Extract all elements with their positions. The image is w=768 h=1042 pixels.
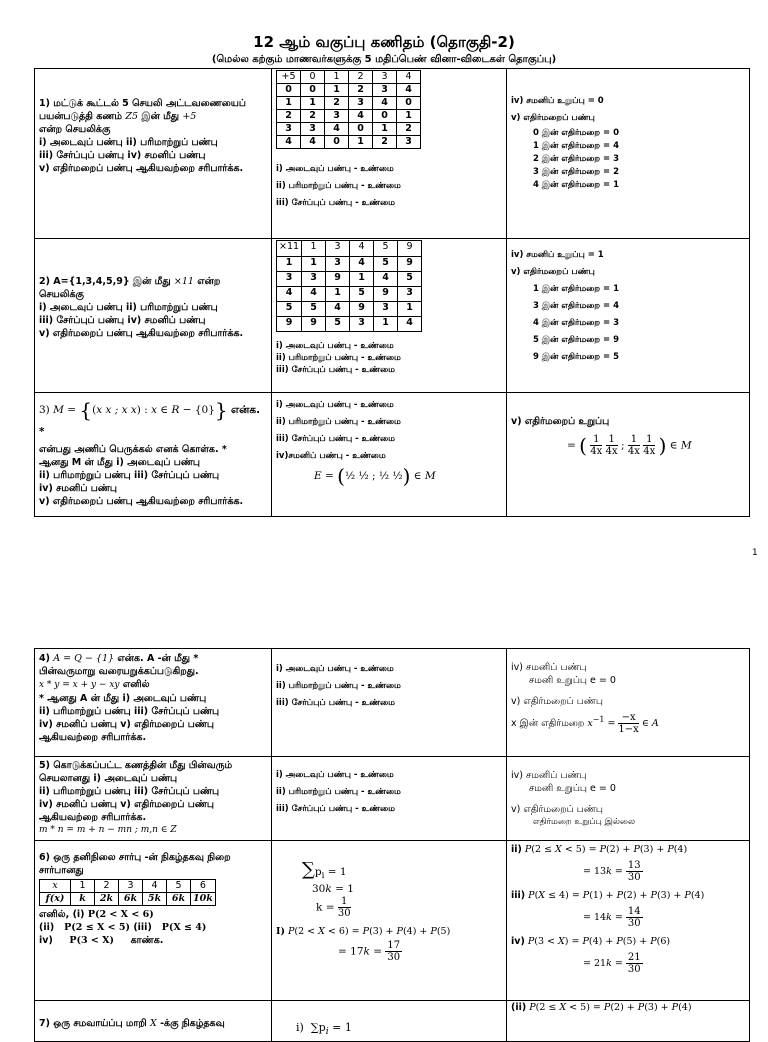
q2-prop-2: ii) பரிமாற்றுப் பண்பு - உண்மை: [276, 353, 401, 363]
q1-text-1: 1) மட்டுக் கூட்டல் 5 செயலி அட்டவணையைப் பயன்படுத்தி கணம்: [39, 98, 246, 122]
q1-answer: [507, 69, 750, 239]
q6-answer: ii) P(2 ≤ X < 5) = P(2) + P(3) + P(4) = 13k = $\frac{13}{30}$ iii) P(X ≤ 4) = P(1) + P(2) + P(3) + P(4) = 14k = $\frac{14}{30}$ iv) P(3 < X) = P(4) + P(5) + P(6) = 21k = $\frac{21}{30}$: [507, 841, 750, 1001]
cell: 5: [350, 287, 374, 302]
cell: 3: [119, 880, 143, 893]
cell: 4: [397, 71, 421, 84]
q3-prop-2: ii) பரிமாற்றுப் பண்பு - உண்மை: [276, 417, 401, 427]
cell: 1: [302, 241, 326, 257]
cell: 3: [398, 287, 422, 302]
cell: 6k: [119, 893, 143, 906]
q4-text-4: * ஆனது A ன் மீது i) அடைவுப் பண்பு: [39, 693, 207, 704]
cell: 3: [374, 302, 398, 317]
cell: 3: [301, 123, 325, 136]
q7-question: 7) ஒரு சமவாய்ப்பு மாறி X -க்கு நிகழ்தகவு: [35, 1001, 272, 1042]
page-title: 12 ஆம் வகுப்பு கணிதம் (தொகுதி-2): [253, 33, 515, 51]
question-row-5: [35, 757, 750, 841]
cell: 2: [349, 84, 373, 97]
cell: 0: [301, 71, 325, 84]
cell: 1: [326, 287, 350, 302]
q2-op: ×11: [173, 276, 194, 287]
cell: 2: [349, 71, 373, 84]
q3-question: 3) M = {(x x ; x x) : x ∈ R − {0}} என்க. * என்பது அணிப் பெருக்கல் எனக் கொள்க. * ஆனது M ன் மீது i) அடைவுப் பண்பு ii) பரிமாற்றுப் பண்பு iii) சேர்ப்புப் பண்பு iv) சமனிப் பண்பு v) எதிர்மறைப் பண்பு ஆகியவற்றை சரிபார்க்க.: [35, 393, 272, 517]
cell: 4: [143, 880, 167, 893]
q1-text-2: இன் மீது: [141, 111, 180, 122]
cell: 5: [167, 880, 191, 893]
cell: x: [40, 880, 71, 893]
q5-text-1: 5) கொடுக்கப்பட்ட கணத்தின் மீது பின்வரும் செயலானது i) அடைவுப் பண்பு: [39, 760, 233, 784]
q5-right-1: iv) சமனிப் பண்பு: [511, 770, 587, 781]
q3-text-4: ii) பரிமாற்றுப் பண்பு iii) சேர்ப்புப் பண்பு: [39, 470, 220, 481]
question-row-4: [35, 649, 750, 757]
question-row-3: [35, 393, 750, 517]
q2-answer: [507, 239, 750, 393]
cell: 10k: [191, 893, 216, 906]
q1-prop-1: i) அடைவுப் பண்பு - உண்மை: [276, 164, 394, 174]
cell: 2: [95, 880, 119, 893]
cell: k: [71, 893, 95, 906]
cell: 0: [397, 97, 421, 110]
cell: +5: [277, 71, 301, 84]
q4-text-5: ii) பரிமாற்றுப் பண்பு iii) சேர்ப்புப் பண்பு: [39, 706, 220, 717]
q2-right-1: iv) சமனிப் உறுப்பு = 1: [511, 250, 604, 260]
cell: 4: [349, 110, 373, 123]
q2-right-5: 4 இன் எதிர்மறை = 3: [533, 318, 620, 328]
q1-right-6: 3 இன் எதிர்மறை = 2: [533, 167, 620, 177]
cell: 2k: [95, 893, 119, 906]
q4-working: [272, 649, 507, 757]
cell: 1: [325, 84, 349, 97]
cell: 4: [277, 136, 301, 149]
cell: 5: [277, 302, 302, 317]
q4-text-2: பின்வருமாறு வரையறுக்கப்படுகிறது.: [39, 666, 199, 677]
cell: 2: [373, 136, 397, 149]
cell: 3: [373, 71, 397, 84]
questions-table-1: [34, 68, 750, 517]
q6-working: $\sum p_i = 1$ 30k = 1 k = $\frac{1}{30}$ I) P(2 < X < 6) = P(3) + P(4) + P(5) = 17k = $\frac{17}{30}$: [272, 841, 507, 1001]
q2-right-6: 5 இன் எதிர்மறை = 9: [533, 335, 620, 345]
q2-text-5: v) எதிர்மறைப் பண்பு ஆகியவற்றை சரிபார்க்க.: [39, 328, 244, 339]
q3-prop-4: iv)சமனிப் பண்பு - உண்மை: [276, 451, 386, 461]
cell: 9: [277, 317, 302, 332]
q5-prop-2: ii) பரிமாற்றுப் பண்பு - உண்மை: [276, 787, 401, 797]
q1-text-6: v) எதிர்மறைப் பண்பு ஆகியவற்றை சரிபார்க்க.: [39, 163, 244, 174]
q4-prop-1: i) அடைவுப் பண்பு - உண்மை: [276, 664, 394, 674]
q3-text-6: v) எதிர்மறைப் பண்பு ஆகியவற்றை சரிபார்க்க.: [39, 496, 244, 507]
cell: 9: [398, 257, 422, 272]
cell: 9: [326, 272, 350, 287]
cell: 3: [277, 272, 302, 287]
question-row-2: [35, 239, 750, 393]
q1-set: Z5: [125, 111, 139, 122]
cell: 4: [373, 97, 397, 110]
q6-text-4: (iii): [133, 922, 152, 933]
q7-text-2: -க்கு நிகழ்தகவு: [160, 1018, 225, 1029]
cell: 5k: [143, 893, 167, 906]
cell: 4: [398, 317, 422, 332]
q2-right-3: 1 இன் எதிர்மறை = 1: [533, 284, 620, 294]
cell: 3: [325, 110, 349, 123]
cell: 9: [398, 241, 422, 257]
cell: 0: [277, 84, 301, 97]
q7-answer: (ii) P(2 ≤ X < 5) = P(2) + P(3) + P(4): [507, 1001, 750, 1042]
q4-text-1: என்க. A -ன் மீது *: [117, 653, 199, 664]
q3-answer: [507, 393, 750, 517]
q6-question: 6) ஒரு தனிநிலை சார்பு -ன் நிகழ்தகவு நிறை சார்பானது x 1 2 3 4 5 6 f(x) k 2k 6k 5k 6k 10k எனில், (i) P(2 < X < 6) (ii) P(2 ≤ X < 5) (iii) P(X ≤ 4) iv) P(3 < X) காண்க.: [35, 841, 272, 1001]
cell: 0: [301, 84, 325, 97]
cell: 1: [374, 317, 398, 332]
q2-right-7: 9 இன் எதிர்மறை = 5: [533, 352, 620, 362]
q6-text-5: iv): [39, 935, 53, 946]
q5-text-3: iv) சமனிப் பண்பு v) எதிர்மறைப் பண்பு ஆகியவற்றை சரிபார்க்க.: [39, 799, 214, 823]
cell: 3: [302, 272, 326, 287]
q6-pmf-table: [39, 879, 216, 906]
q1-text-3: என்ற செயலிக்கு: [39, 124, 111, 135]
q7-text-1: 7) ஒரு சமவாய்ப்பு மாறி: [39, 1018, 147, 1029]
cell: 3: [349, 97, 373, 110]
cell: 4: [325, 123, 349, 136]
q1-operation-table: [276, 70, 421, 149]
cell: 2: [301, 110, 325, 123]
cell: 1: [277, 97, 301, 110]
q3-text-1: என்க. *: [39, 404, 261, 438]
cell: 5: [374, 241, 398, 257]
q3-prop-3: iii) சேர்ப்புப் பண்பு - உண்மை: [276, 434, 396, 444]
cell: 5: [398, 272, 422, 287]
question-row-1: [35, 69, 750, 239]
q1-right-1: iv) சமனிப் உறுப்பு = 0: [511, 96, 604, 106]
q1-text-4: i) அடைவுப் பண்பு ii) பரிமாற்றுப் பண்பு: [39, 137, 218, 148]
q3-text-3: ஆனது M ன் மீது i) அடைவுப் பண்பு: [39, 457, 200, 468]
q1-right-3: 0 இன் எதிர்மறை = 0: [533, 128, 620, 138]
page-subtitle: (மெல்ல கற்கும் மாணவர்களுக்கு 5 மதிப்பெண் வினா-விடைகள் தொகுப்பு): [211, 54, 557, 65]
cell: 4: [302, 287, 326, 302]
cell: 6: [191, 880, 216, 893]
q1-question: [35, 69, 272, 239]
q5-working: [272, 757, 507, 841]
cell: 0: [349, 123, 373, 136]
q3-right-1: v) எதிர்மறைப் உறுப்பு: [511, 416, 610, 427]
cell: 1: [397, 110, 421, 123]
cell: 3: [350, 317, 374, 332]
cell: 3: [277, 123, 301, 136]
q5-question: 5) கொடுக்கப்பட்ட கணத்தின் மீது பின்வரும் செயலானது i) அடைவுப் பண்பு ii) பரிமாற்றுப் பண்பு iii) சேர்ப்புப் பண்பு iv) சமனிப் பண்பு v) எதிர்மறைப் பண்பு ஆகியவற்றை சரிபார்க்க. m * n = m + n − mn ; m,n ∈ Z: [35, 757, 272, 841]
q1-right-4: 1 இன் எதிர்மறை = 4: [533, 141, 620, 151]
q3-text-2: என்பது அணிப் பெருக்கல் எனக் கொள்க. *: [39, 444, 227, 455]
cell: 1: [373, 123, 397, 136]
q2-right-2: v) எதிர்மறைப் பண்பு: [511, 267, 595, 277]
q5-right-2: சமனி உறுப்பு e = 0: [529, 783, 616, 794]
cell: 3: [373, 84, 397, 97]
cell: 4: [397, 84, 421, 97]
q1-right-2: v) எதிர்மறைப் பண்பு: [511, 113, 595, 123]
q5-right-4: எதிர்மறை உறுப்பு இல்லை: [533, 817, 635, 827]
cell: 4: [326, 302, 350, 317]
cell: 5: [326, 317, 350, 332]
cell: 1: [301, 97, 325, 110]
q2-question: [35, 239, 272, 393]
q3-prop-1: i) அடைவுப் பண்பு - உண்மை: [276, 400, 394, 410]
cell: 1: [325, 71, 349, 84]
cell: 3: [326, 257, 350, 272]
q3-working: [272, 393, 507, 517]
q6-text-2: எனில், (i): [39, 909, 85, 920]
q1-prop-3: iii) சேர்ப்புப் பண்பு - உண்மை: [276, 198, 396, 208]
cell: 5: [302, 302, 326, 317]
cell: f(x): [40, 893, 71, 906]
q3-identity-matrix: E = (½ ½ ; ½ ½) ∈ M: [314, 464, 436, 488]
question-row-6: [35, 841, 750, 1001]
cell: 4: [277, 287, 302, 302]
cell: 2: [397, 123, 421, 136]
cell: 2: [325, 97, 349, 110]
q5-answer: [507, 757, 750, 841]
q3-inverse-matrix: = ( $\frac{1}{4x}$ $\frac{1}{4x}$ ; $\frac{1}{4x}$ $\frac{1}{4x}$ ) ∈ M: [567, 433, 692, 458]
questions-table-2: [34, 648, 750, 1042]
cell: 4: [350, 241, 374, 257]
q4-right-2: சமனி உறுப்பு e = 0: [529, 675, 616, 686]
q5-text-2: ii) பரிமாற்றுப் பண்பு iii) சேர்ப்புப் பண்பு: [39, 786, 220, 797]
q2-prop-3: iii) சேர்ப்புப் பண்பு - உண்மை: [276, 365, 396, 375]
q2-text-2: என்ற செயலிக்கு: [39, 276, 221, 300]
cell: 1: [71, 880, 95, 893]
cell: 1: [398, 302, 422, 317]
q4-prop-3: iii) சேர்ப்புப் பண்பு - உண்மை: [276, 698, 396, 708]
cell: 1: [277, 257, 302, 272]
cell: 4: [374, 272, 398, 287]
q5-prop-1: i) அடைவுப் பண்பு - உண்மை: [276, 770, 394, 780]
q5-right-3: v) எதிர்மறைப் பண்பு: [511, 804, 603, 815]
cell: 9: [350, 302, 374, 317]
cell: 3: [397, 136, 421, 149]
cell: 4: [350, 257, 374, 272]
q1-op: +5: [182, 111, 197, 122]
q1-right-5: 2 இன் எதிர்மறை = 3: [533, 154, 620, 164]
cell: 5: [374, 257, 398, 272]
q2-text-3: i) அடைவுப் பண்பு ii) பரிமாற்றுப் பண்பு: [39, 302, 218, 313]
cell: 0: [325, 136, 349, 149]
cell: 6k: [167, 893, 191, 906]
q1-right-7: 4 இன் எதிர்மறை = 1: [533, 180, 620, 190]
page-number: 1: [752, 548, 758, 558]
q4-prop-2: ii) பரிமாற்றுப் பண்பு - உண்மை: [276, 681, 401, 691]
q4-right-3: v) எதிர்மறைப் பண்பு: [511, 696, 603, 707]
q2-operation-table: [276, 240, 422, 332]
q4-question: 4) A = Q − {1} என்க. A -ன் மீது * பின்வருமாறு வரையறுக்கப்படுகிறது. x * y = x + y − xy எனில் * ஆனது A ன் மீது i) அடைவுப் பண்பு ii) பரிமாற்றுப் பண்பு iii) சேர்ப்புப் பண்பு iv) சமனிப் பண்பு v) எதிர்மறைப் பண்பு ஆகியவற்றை சரிபார்க்க.: [35, 649, 272, 757]
cell: 9: [374, 287, 398, 302]
q2-text-1: 2) A={1,3,4,5,9} இன் மீது: [39, 276, 171, 287]
question-row-7: [35, 1001, 750, 1042]
cell: 9: [302, 317, 326, 332]
q6-text-6: காண்க.: [130, 935, 164, 946]
q5-prop-3: iii) சேர்ப்புப் பண்பு - உண்மை: [276, 804, 396, 814]
q2-working: [272, 239, 507, 393]
q4-right-4: x இன் எதிர்மறை: [511, 718, 585, 729]
cell: 2: [277, 110, 301, 123]
q4-text-6: iv) சமனிப் பண்பு v) எதிர்மறைப் பண்பு ஆகியவற்றை சரிபார்க்க.: [39, 719, 214, 743]
cell: ×11: [277, 241, 302, 257]
q1-text-5: iii) சேர்ப்புப் பண்பு iv) சமனிப் பண்பு: [39, 150, 206, 161]
cell: 1: [302, 257, 326, 272]
q2-right-4: 3 இன் எதிர்மறை = 4: [533, 301, 620, 311]
q4-right-1: iv) சமனிப் பண்பு: [511, 662, 587, 673]
q6-text-1: 6) ஒரு தனிநிலை சார்பு -ன் நிகழ்தகவு நிறை சார்பானது: [39, 852, 231, 876]
q1-prop-2: ii) பரிமாற்றுப் பண்பு - உண்மை: [276, 181, 401, 191]
cell: 0: [373, 110, 397, 123]
q3-text-5: iv) சமனிப் பண்பு: [39, 483, 117, 494]
q4-answer: iv) சமனிப் பண்பு சமனி உறுப்பு e = 0 v) எதிர்மறைப் பண்பு x இன் எதிர்மறை $x^{-1}$ = $\frac{-x}{1-x}$ ∈ A: [507, 649, 750, 757]
cell: 4: [301, 136, 325, 149]
q1-working: [272, 69, 507, 239]
cell: 3: [326, 241, 350, 257]
q2-text-4: iii) சேர்ப்புப் பண்பு iv) சமனிப் பண்பு: [39, 315, 206, 326]
cell: 1: [349, 136, 373, 149]
q7-working: i) $\sum p_i = 1$: [272, 1001, 507, 1042]
cell: 1: [350, 272, 374, 287]
q2-prop-1: i) அடைவுப் பண்பு - உண்மை: [276, 341, 394, 351]
q6-text-3: (ii): [39, 922, 55, 933]
q4-text-3: எனில்: [122, 679, 150, 690]
